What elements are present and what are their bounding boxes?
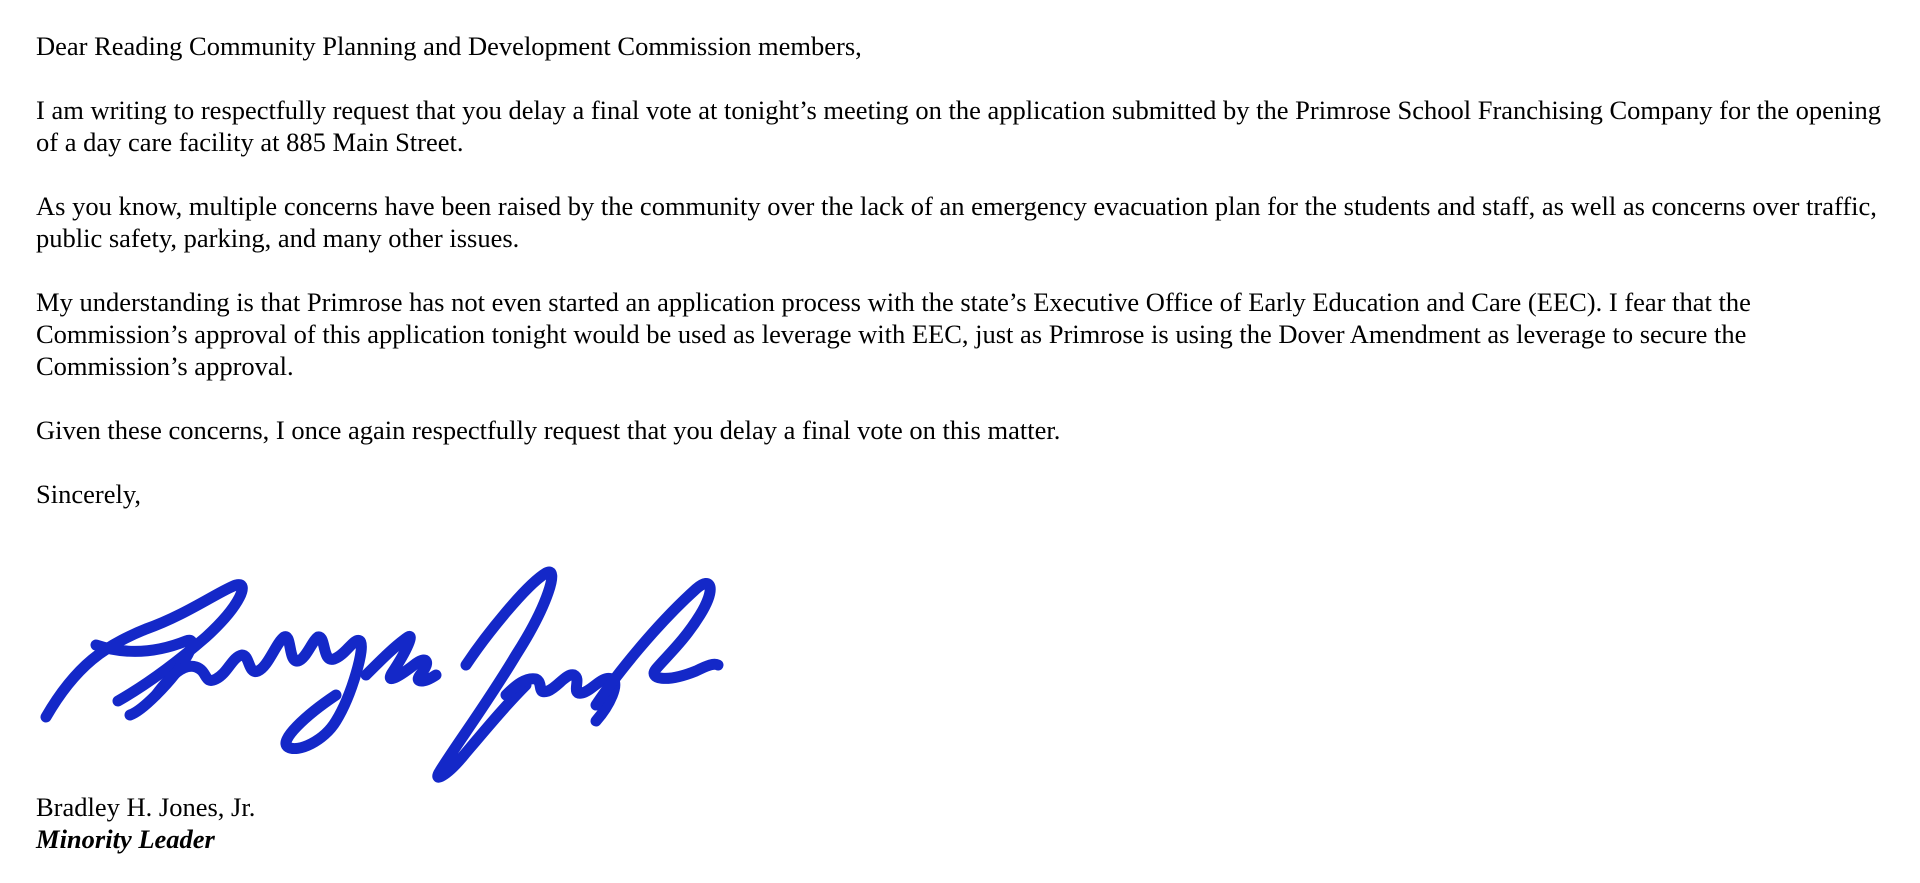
signature-stroke-flourish (596, 583, 718, 705)
paragraph-conclusion: Given these concerns, I once again respectfully request that you delay a final vote on this matter. (36, 415, 1061, 445)
handwritten-signature (36, 545, 736, 785)
paragraph-understanding: My understanding is that Primrose has not even started an application process with the state’s Executive Office of Early Education and Care (EEC). I fear that the Commission’s approval of this application tonight would be used as leverage with EEC, just as Primrose is using the Dover Amendment as leverage to secure the Commission’s approval. (36, 287, 1751, 381)
signer-title: Minority Leader (36, 824, 215, 854)
salutation: Dear Reading Community Planning and Development Commission members, (36, 31, 862, 61)
paragraph-concerns: As you know, multiple concerns have been raised by the community over the lack of an emergency evacuation plan for the students and staff, as well as concerns over traffic, public safety, parking, and many other issues. (36, 191, 1877, 253)
signature-stroke-h (366, 636, 436, 681)
paragraph-request: I am writing to respectfully request that you delay a final vote at tonight’s meeting on the application submitted by the Primrose School Franchising Company for the opening of a day care facility at 885 Main Street. (36, 95, 1882, 157)
signer-name: Bradley H. Jones, Jr. (36, 792, 256, 822)
closing: Sincerely, (36, 479, 141, 509)
